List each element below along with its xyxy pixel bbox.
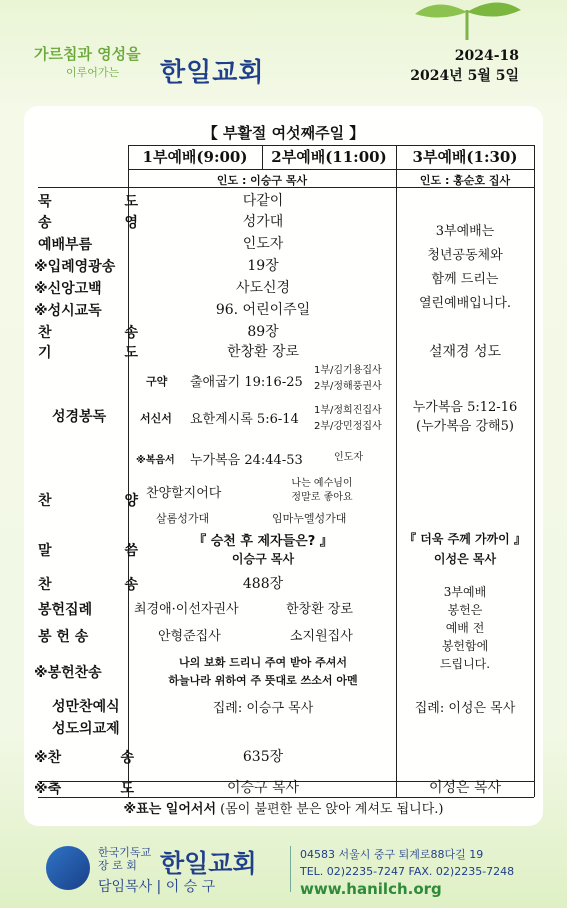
leader-12: 인도 : 이승구 목사 [216,174,308,187]
offering-collect-a: 최경애·이선자권사 [134,602,239,617]
issue-date: 2024년 5월 5일 [410,68,519,84]
label-hymn2: 찬 송 [38,577,138,593]
offering-song-b: 소지원집사 [290,629,353,644]
value-hymn2: 488장 [242,576,284,592]
service-2-header: 2부예배(11:00) [271,148,387,166]
footer-divider [290,846,291,892]
value-songyoung: 성가대 [242,214,284,230]
value-communion-3: 집례: 이성은 목사 [414,701,516,716]
value-mukdo: 다같이 [242,193,284,209]
label-entrance: ※입례영광송 [34,259,116,275]
sermon-title: 『 승천 후 제자들은? 』 [193,534,333,549]
label-offering-hymn: ※봉헌찬송 [34,665,102,681]
value-hymn3: 635장 [242,749,284,765]
footer-website-link[interactable]: www.hanilch.org [300,880,442,898]
denomination: 한국기독교 장 로 회 [98,846,152,872]
gospel-reader: 인도자 [334,452,363,463]
footnote: ※표는 일어서서 (몸이 불편한 분은 앉아 계셔도 됩니다.) [123,802,444,817]
nt-text: 요한계시록 5:6-14 [190,412,299,427]
label-offering-collect: 봉헌집례 [38,602,93,618]
leader-3: 인도 : 홍순호 집사 [419,174,511,187]
label-scripture: 성경봉독 [52,409,107,425]
divider [534,145,535,797]
service-3-header: 3부예배(1:30) [412,148,518,166]
nt-tag: 서신서 [140,412,172,425]
praise-1: 찬양할지어다 [146,486,222,501]
sprout-icon [407,0,527,40]
church-logo-icon [46,846,90,890]
scripture-3: 누가복음 5:12-16 (누가복음 강해5) [412,400,518,434]
issue-number: 2024-18 [454,48,519,64]
slogan: 가르침과 영성을 [34,45,141,63]
sermon-preacher-3: 이성은 목사 [433,552,497,566]
label-hymn1: 찬 송 [38,325,138,341]
issue-info [410,46,519,86]
footer-pastor: 담임목사 | 이 승 구 [98,879,216,895]
page-title: 【 부활절 여섯째주일 】 [202,124,365,142]
third-service-note: 3부예배는 청년공동체와 함께 드리는 열린예배입니다. [418,224,512,311]
value-creed: 사도신경 [235,280,291,296]
value-prayer-3: 설재경 성도 [428,344,502,360]
sermon-title-3: 『 더욱 주께 가까이 』 [404,532,526,546]
ot-reader-1: 1부/김기용집사 [314,365,382,376]
ot-text: 출애굽기 19:16-25 [190,375,303,390]
label-communion: 성만찬예식 성도의교제 [52,699,120,737]
label-praise: 찬 양 [38,493,138,509]
value-communion: 집례: 이승구 목사 [212,701,314,716]
value-reading: 96. 어린이주일 [215,302,311,318]
sermon-preacher: 이승구 목사 [231,552,295,566]
label-prayer: 기 도 [38,345,138,361]
label-hymn3: ※찬 송 [34,750,134,766]
church-name: 한일교회 [160,58,265,88]
praise-1-choir: 살롬성가대 [156,512,210,525]
praise-2: 나는 예수님이 정말로 좋아요 [291,478,353,503]
label-reading: ※성시교독 [34,303,102,319]
footer-address: 04583 서울시 중구 퇴계로88다길 19 TEL. 02)2235-7247 FAX. 02)2235-7248 [300,848,515,878]
value-hymn1: 89장 [247,324,279,340]
label-bless: ※축 도 [34,781,134,797]
offering-collect-b: 한창환 장로 [286,602,353,617]
nt-reader-1: 1부/정희진집사 [314,405,382,416]
value-call: 인도자 [242,236,284,252]
service-1-header: 1부예배(9:00) [142,148,248,166]
label-offering-song: 봉 헌 송 [38,629,89,645]
value-bless: 이승구 목사 [226,780,300,796]
value-prayer: 한창환 장로 [226,344,300,360]
ot-tag: 구약 [146,375,168,388]
gospel-tag: ※복음서 [136,455,175,466]
label-call: 예배부름 [38,237,93,253]
nt-reader-2: 2부/강민정집사 [314,421,382,432]
offering-song-a: 안형준집사 [158,629,221,644]
gospel-text: 누가복음 24:44-53 [190,453,303,468]
offering-note-3: 3부예배 봉헌은 예배 전 봉헌함에 드립니다. [439,585,491,671]
label-sermon: 말 씀 [38,543,138,559]
ot-reader-2: 2부/정해풍권사 [314,381,382,392]
offering-hymn-lyrics: 나의 보화 드리니 주여 받아 주셔서 하늘나라 위하여 주 뜻대로 쓰소서 아멘 [168,656,358,687]
praise-2-choir: 임마누엘성가대 [272,512,347,525]
label-songyoung: 송 영 [38,215,138,231]
slogan-sub: 이루어가는 [66,66,120,79]
value-entrance: 19장 [247,258,279,274]
value-bless-3: 이성은 목사 [428,780,502,796]
label-mukdo: 묵 도 [38,194,138,210]
footer-church-name: 한일교회 [160,849,257,878]
divider [128,169,534,170]
label-creed: ※신앙고백 [34,281,102,297]
